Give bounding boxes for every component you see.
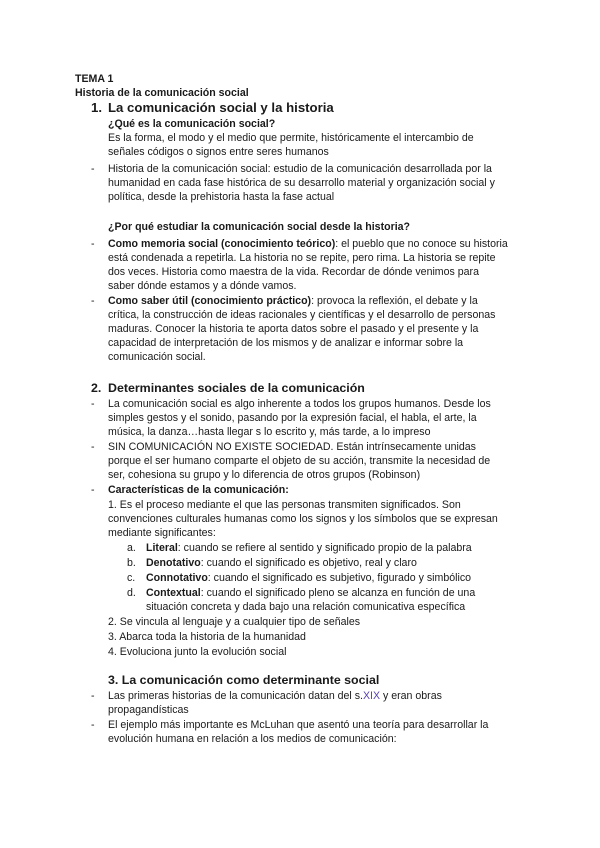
memoria-line: [108, 238, 508, 251]
text-line: comunicación social.: [108, 351, 206, 363]
list-item-literal: [146, 542, 472, 555]
util-text: : provoca la reflexión, el debate y la: [311, 295, 478, 307]
list-item-contextual: [146, 587, 475, 600]
text-line: Es la forma, el modo y el medio que permite, históricamente el intercambio de: [108, 132, 474, 144]
text-line: simples gestos y el sonido, pasando por la expresión facial, el habla, el arte, la: [108, 412, 477, 424]
list-letter: d.: [127, 587, 136, 599]
list-item-connotativo: [146, 572, 471, 585]
question-why-study: ¿Por qué estudiar la comunicación social desde la historia?: [108, 221, 411, 233]
bullet-dash: -: [91, 398, 95, 410]
text-line: convenciones culturales humanas como los signos y los símbolos que se expresan: [108, 513, 498, 525]
list-letter: c.: [127, 572, 136, 584]
bullet-dash: -: [91, 295, 95, 307]
text-line: saber dónde estamos y a dónde vamos.: [108, 280, 297, 292]
text-line: SIN COMUNICACIÓN NO EXISTE SOCIEDAD. Están intrínsecamente unidas: [108, 441, 476, 453]
text-line: política, desde la prehistoria hasta la fase actual: [108, 191, 335, 203]
text-line: mediante significantes:: [108, 527, 216, 539]
text-line: humanidad en cada fase histórica de su desarrollo material y organización social y: [108, 177, 495, 189]
connotativo-term: Connotativo: [146, 572, 208, 584]
text-line: propagandísticas: [108, 704, 189, 716]
bullet-dash: -: [91, 484, 95, 496]
section-1-heading: La comunicación social y la historia: [108, 100, 334, 115]
bullet-dash: -: [91, 163, 95, 175]
list-item-denotativo: [146, 557, 417, 570]
denotativo-text: : cuando el significado es objetivo, real y claro: [200, 557, 417, 569]
bullet-dash: -: [91, 719, 95, 731]
section-1-number: 1.: [91, 100, 102, 115]
list-letter: b.: [127, 557, 136, 569]
text-line: capacidad de interpretación de los mismos y de analizar e informar sobre la: [108, 337, 464, 349]
text-line: 4. Evoluciona junto la evolución social: [108, 646, 287, 658]
contextual-text: : cuando el significado pleno se alcanza en función de una: [200, 587, 476, 599]
list-letter: a.: [127, 542, 136, 554]
bullet-dash: -: [91, 690, 95, 702]
century-xix: XIX: [362, 690, 381, 702]
text-line: crítica, la construcción de ideas racionales y científicas y el desarrollo de personas: [108, 309, 496, 321]
text-line: La comunicación social es algo inherente a todos los grupos humanos. Desde los: [108, 398, 491, 410]
literal-term: Literal: [146, 542, 178, 554]
document-subtitle: Historia de la comunicación social: [75, 87, 249, 99]
contextual-term: Contextual: [146, 587, 201, 599]
util-line: [108, 295, 478, 308]
question-what-is: ¿Qué es la comunicación social?: [108, 118, 276, 130]
text-line: 1. Es el proceso mediante el que las personas transmiten significados. Son: [108, 499, 461, 511]
text-line: 2. Se vincula al lenguaje y a cualquier tipo de señales: [108, 616, 361, 628]
bullet-dash: -: [91, 441, 95, 453]
memoria-text: : el pueblo que no conoce su historia: [335, 238, 508, 250]
denotativo-term: Denotativo: [146, 557, 201, 569]
connotativo-text: : cuando el significado es subjetivo, figurado y simbólico: [207, 572, 472, 584]
text-line: El ejemplo más importante es McLuhan que asentó una teoría para desarrollar la: [108, 719, 489, 731]
text-line: evolución humana en relación a los medios de comunicación:: [108, 733, 397, 745]
text-line: situación concreta y dada bajo una relación comunicativa específica: [146, 601, 466, 613]
text-line: ser, cohesiona su grupo y lo diferencia de otros grupos (Robinson): [108, 469, 421, 481]
text-line: dos veces. Historia como maestra de la vida. Recordar de dónde venimos para: [108, 266, 479, 278]
bullet-dash: -: [91, 238, 95, 250]
text-line: señales códigos o signos entre seres humanos: [108, 146, 329, 158]
characteristics-heading: Características de la comunicación:: [108, 484, 289, 496]
text-line: Historia de la comunicación social: estudio de la comunicación desarrollada por la: [108, 163, 492, 175]
text-line: porque el ser humano comparte el objeto de su acción, transmite la necesidad de: [108, 455, 491, 467]
text-line: maduras. Conocer la historia te aporta datos sobre el pasado y el presente y la: [108, 323, 479, 335]
literal-text: : cuando se refiere al sentido y significado propio de la palabra: [177, 542, 472, 554]
section-3-heading: 3. La comunicación como determinante social: [108, 673, 380, 687]
util-term: Como saber útil (conocimiento práctico): [108, 295, 312, 307]
history-text-end: y eran obras: [380, 690, 442, 702]
section-2-heading: Determinantes sociales de la comunicación: [108, 381, 365, 395]
section-2-number: 2.: [91, 381, 102, 395]
history-line: [108, 690, 442, 703]
text-line: música, la danza…hasta llegar s lo escrito y, más tarde, a lo impreso: [108, 426, 431, 438]
memoria-term: Como memoria social (conocimiento teórico): [108, 238, 336, 250]
text-line: 3. Abarca toda la historia de la humanidad: [108, 631, 306, 643]
tema-label: TEMA 1: [75, 73, 114, 85]
text-line: está condenada a repetirla. La historia no se repite, pero rima. La historia se repite: [108, 252, 496, 264]
history-text: Las primeras historias de la comunicación datan del s.: [108, 690, 363, 702]
